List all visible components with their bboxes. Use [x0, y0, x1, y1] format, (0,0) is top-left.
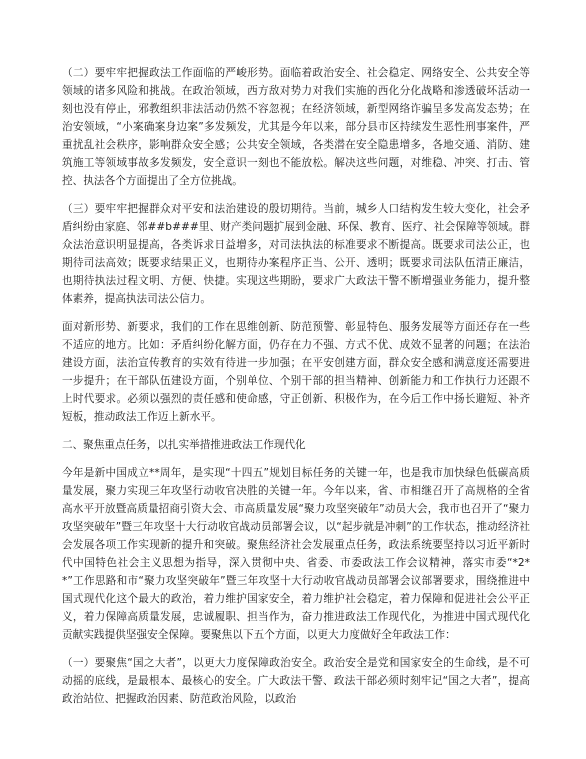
section-heading: 二、聚焦重点任务，以扎实举措推进政法工作现代化 — [62, 439, 306, 451]
paragraph-shortcomings: 面对新形势、新要求，我们的工作在思维创新、防范预警、彰显特色、服务发展等方面还存在一些不适应的地方。比如：矛盾纠纷化解方面，仍存在力不强、方式不优、成效不显著的问题；在法治建设方面，法治宣传教育的实效有待进一步加强；在平安创建方面，群众安全感和满意度还需要进一步提升；在干部队伍建设方面，个别单位、个别干部的担当精神、创新能力和工作执行力还跟不上时代要求。必须以强烈的责任感和使命感，守正创新、积极作为，在今后工作中扬长避短、补齐短板，推动政法工作迈上新水平。 — [62, 321, 530, 423]
paragraph-political-security: （一）要聚焦“国之大者”，以更大力度保障政治安全。政治安全是党和国家安全的生命线，是不可动摇的底线，是最根本、最核心的安全。广大政法干警、政法干部必须时刻牢记“国之大者”，提高政治站位、把握政治因素、防范政治风险，以政治 — [62, 657, 530, 705]
paragraph-key-tasks: 今年是新中国成立**周年，是实现“十四五”规划目标任务的关键一年，也是我市加快绿色低碳高质量发展，聚力实现三年攻坚行动收官决胜的关键一年。今年以来，省、市相继召开了高规格的全省高水平开放暨高质量招商引资大会、市高质量发展“聚力攻坚突破年”动员大会，我市也召开了“聚力攻坚突破年”暨三年攻坚十大行动收官战动员部署会议，以“起步就是冲刺”的工作状态，推动经济社会发展各项工作实现新的提升和突破。聚焦经济社会发展重点任务，政法系统要坚持以习近平新时代中国特色社会主义思想为指导，深入贯彻中央、省委、市委政法工作会议精神，落实市委“*2**”工作思路和市“聚力攻坚突破年”暨三年攻坚十大行动收官战动员部署会议部署要求，围绕推进中国式现代化这个最大的政治，着力维护国家安全，着力维护社会稳定，着力保障和促进社会公平正义，着力保障高质量发展，忠诚履职、担当作为，奋力推进政法工作现代化，为推进中国式现代化贡献实践提供坚强安全保障。要聚焦以下五个方面，以更大力度做好全年政法工作： — [62, 467, 530, 641]
paragraph-public-expectations: （三）要牢牢把握群众对平安和法治建设的殷切期待。当前，城乡人口结构发生较大变化，社会矛盾纠纷由家庭、邻##b###里、财产类问题扩展到金融、环保、教育、医疗、社会保障等领域。群众法治意识明显提高，各类诉求日益增多，对司法执法的标准要求不断提高。既要求司法公正，也期待司法高效；既要求结果正义，也期待办案程序正当、公开、透明；既要求司法队伍清正廉洁，也期待执法过程文明、方便、快捷。实现这些期盼，要求广大政法干警不断增强业务能力，提升整体素养，提高执法司法公信力。 — [62, 203, 530, 305]
document-page — [62, 64, 530, 718]
paragraph-situation-risks: （二）要牢牢把握政法工作面临的严峻形势。面临着政治安全、社会稳定、网络安全、公共安全等领域的诸多风险和挑战。在政治领域，西方敌对势力对我们实施的西化分化战略和渗透破坏活动一刻也没有停止，邪教组织非法活动仍然不容忽视；在经济领域，新型网络诈骗呈多发高发态势；在治安领域，“小案确案身边案”多发频发，尤其是今年以来，部分县市区持续发生恶性刑事案件，严重扰乱社会秩序，影响群众安全感；公共安全领域，各类潜在安全隐患增多，各地交通、消防、建筑施工等领域事故多发频发，安全意识一刻也不能放松。解决这些问题，对维稳、冲突、打击、管控、执法各个方面提出了全方位挑战。 — [62, 67, 530, 187]
